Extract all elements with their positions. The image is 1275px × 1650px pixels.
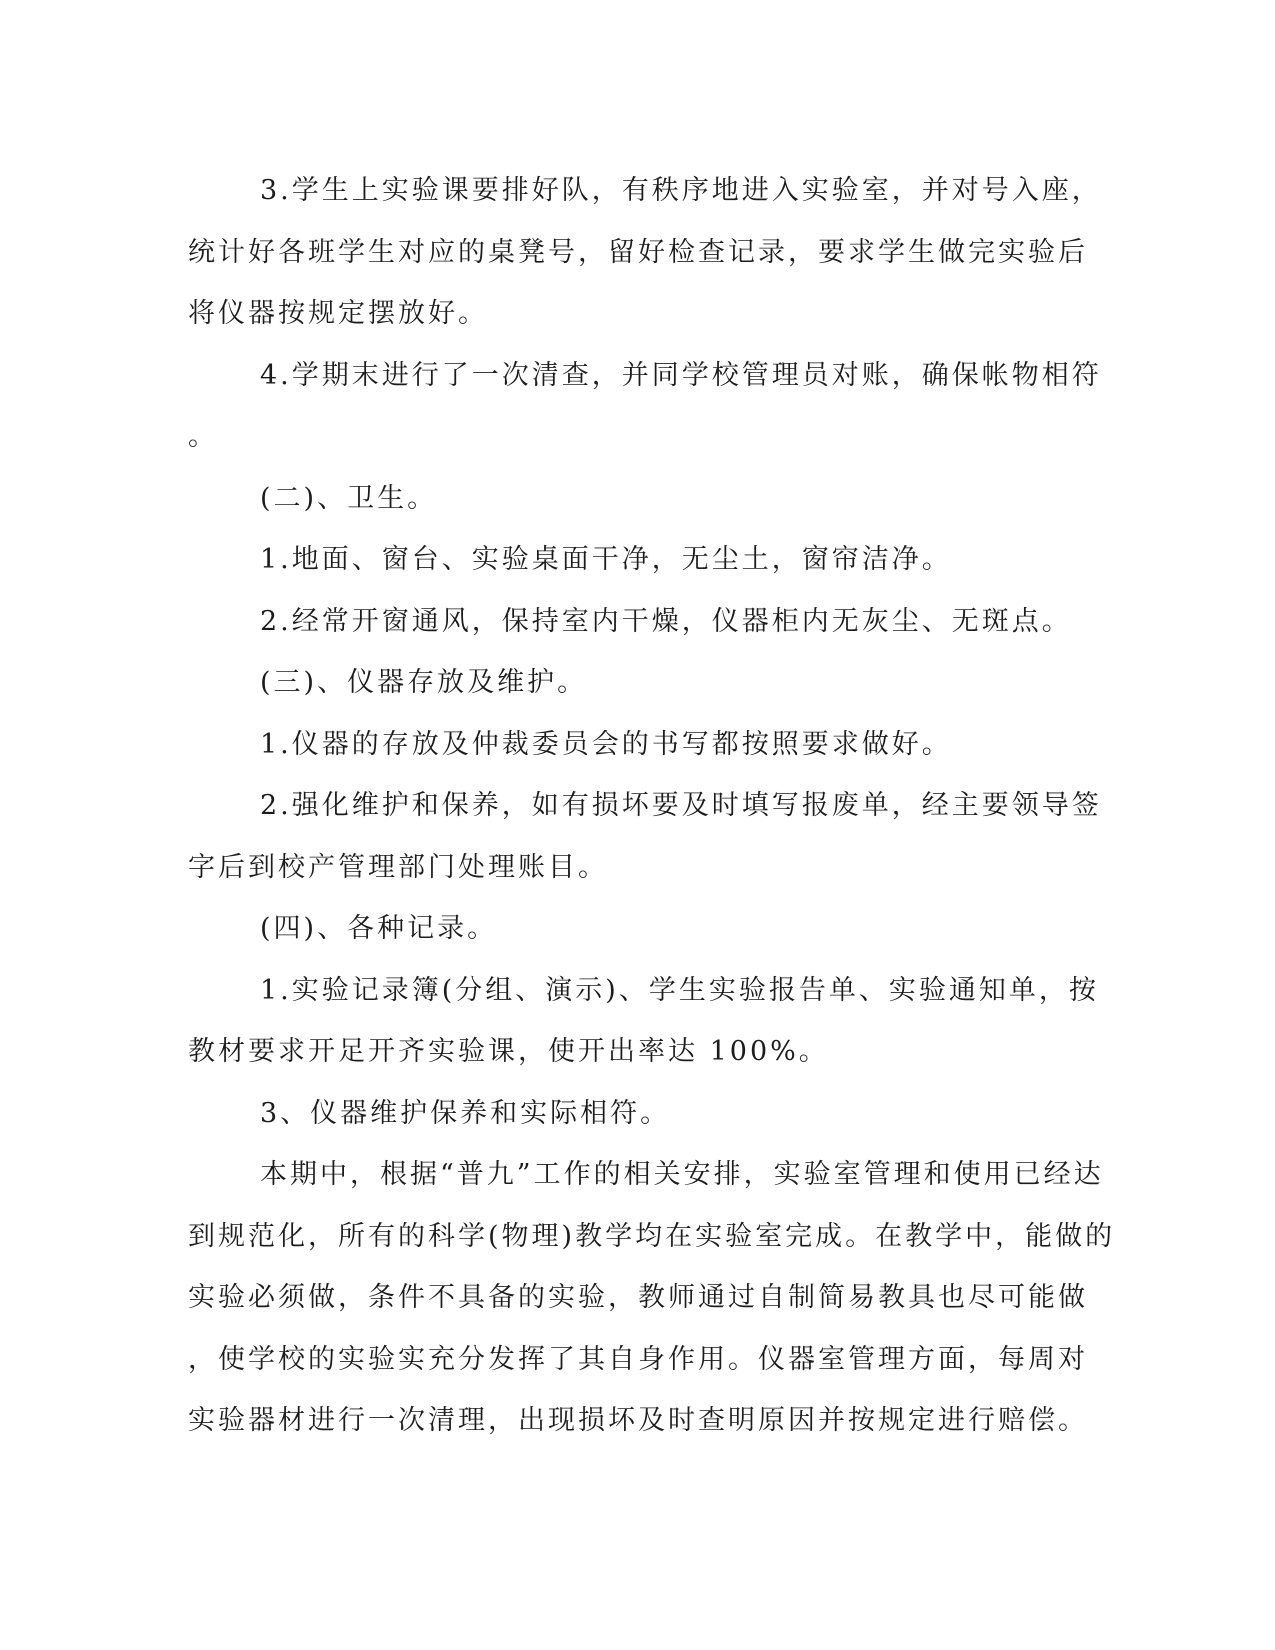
paragraph-line: 字后到校产管理部门处理账目。 xyxy=(188,851,608,883)
paragraph-line: 1.实验记录簿(分组、演示)、学生实验报告单、实验通知单，按 xyxy=(260,974,1099,1006)
paragraph-line: ，使学校的实验实充分发挥了其自身作用。仪器室管理方面，每周对 xyxy=(188,1343,1088,1375)
paragraph-line: 本期中，根据“普九”工作的相关安排，实验室管理和使用已经达 xyxy=(260,1159,1104,1190)
paragraph-line: 实验必须做，条件不具备的实验，教师通过自制简易教具也尽可能做 xyxy=(188,1282,1088,1313)
paragraph-line: 统计好各班学生对应的桌凳号，留好检查记录，要求学生做完实验后 xyxy=(188,236,1088,268)
paragraph-line: 4.学期末进行了一次清查，并同学校管理员对账，确保帐物相符 xyxy=(260,359,1102,391)
section-heading: (二)、卫生。 xyxy=(260,482,438,514)
paragraph-line: 实验器材进行一次清理，出现损坏及时查明原因并按规定进行赔偿。 xyxy=(188,1405,1088,1436)
paragraph-line: 将仪器按规定摆放好。 xyxy=(188,298,488,329)
paragraph-line: 1.仪器的存放及仲裁委员会的书写都按照要求做好。 xyxy=(260,728,952,760)
paragraph-line: 。 xyxy=(188,421,218,452)
section-heading: (四)、各种记录。 xyxy=(260,913,498,944)
section-heading: (三)、仪器存放及维护。 xyxy=(260,667,588,698)
paragraph-line: 到规范化，所有的科学(物理)教学均在实验室完成。在教学中，能做的 xyxy=(188,1220,1116,1252)
paragraph-line: 教材要求开足开齐实验课，使开出率达 100%。 xyxy=(188,1036,829,1067)
paragraph-line: 3、仪器维护保养和实际相符。 xyxy=(260,1097,671,1129)
paragraph-line: 3.学生上实验课要排好队，有秩序地进入实验室，并对号入座， xyxy=(260,175,1102,206)
paragraph-line: 1.地面、窗台、实验桌面干净，无尘土，窗帘洁净。 xyxy=(260,544,952,575)
paragraph-line: 2.强化维护和保养，如有损坏要及时填写报废单，经主要领导签 xyxy=(260,790,1102,821)
paragraph-line: 2.经常开窗通风，保持室内干燥，仪器柜内无灰尘、无斑点。 xyxy=(260,605,1072,637)
document-body xyxy=(188,160,1116,1452)
